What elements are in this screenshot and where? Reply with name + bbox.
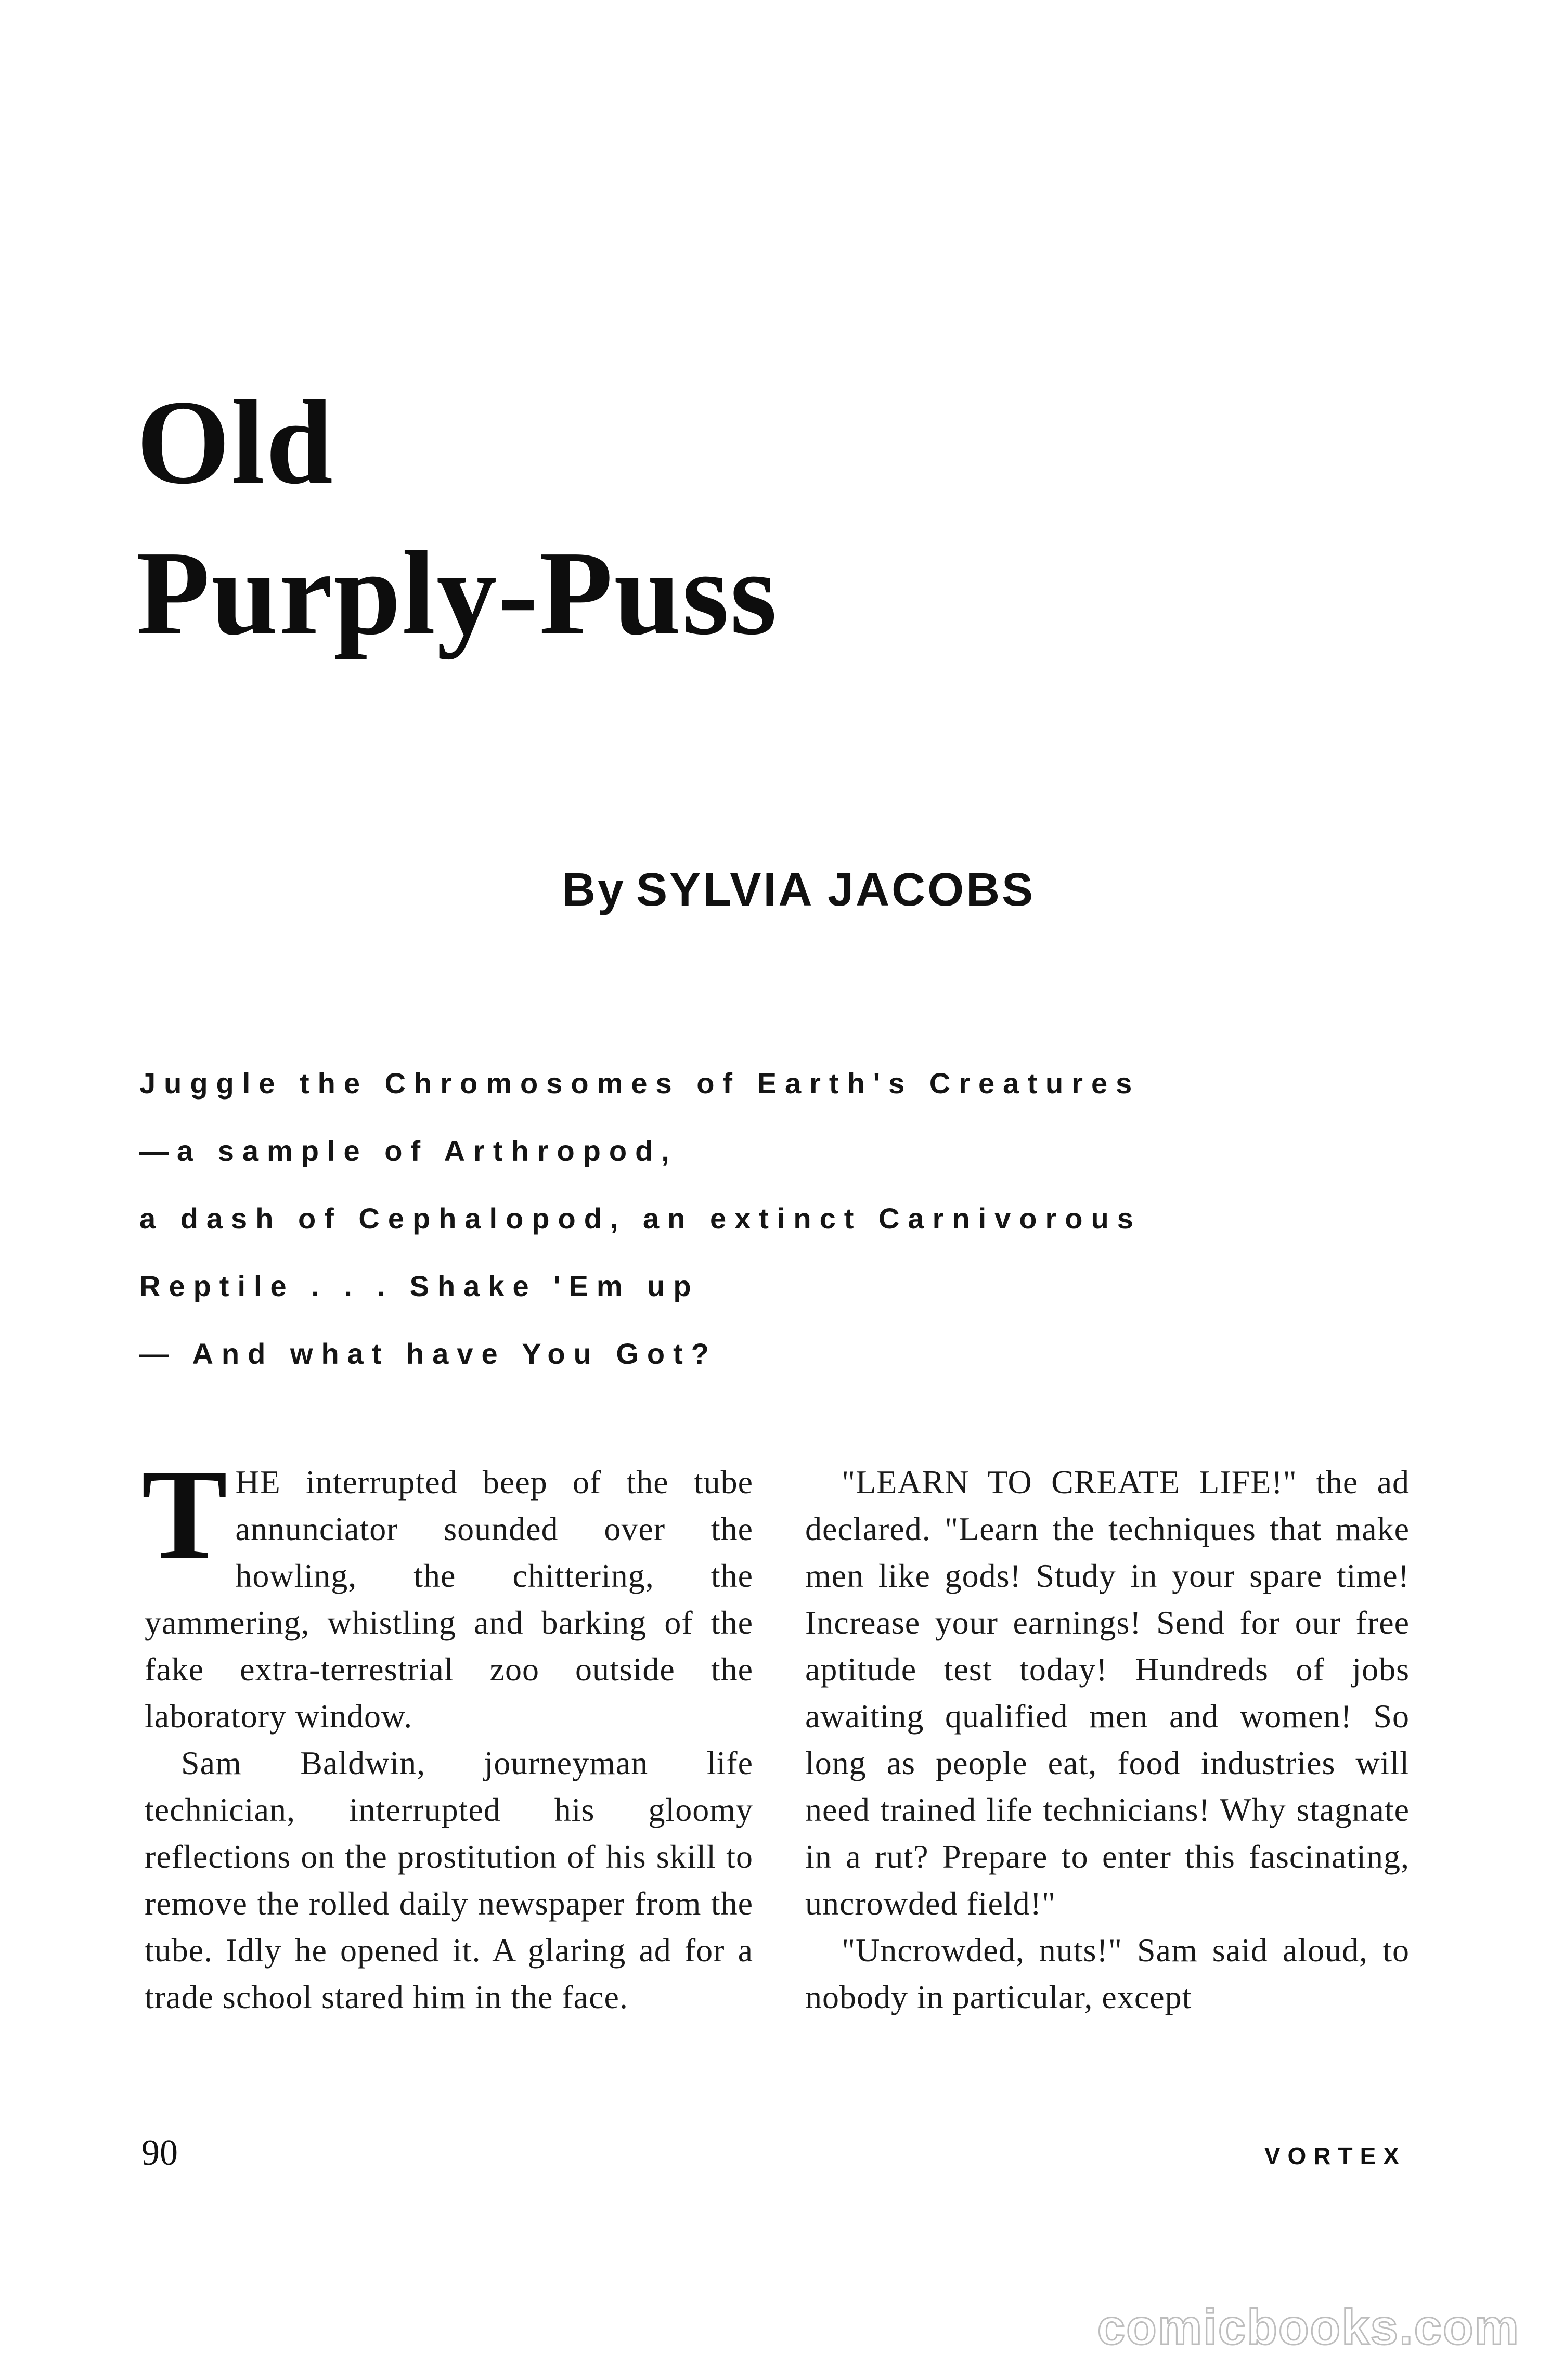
page-number: 90 — [141, 2133, 178, 2173]
story-title-line-1: Old — [136, 376, 334, 509]
body-column-left — [141, 1443, 753, 2021]
body-paragraph: "Uncrowded, nuts!" Sam said aloud, to nobody in particular, except — [805, 1932, 1410, 2015]
body-paragraph — [141, 1443, 753, 1740]
body-paragraph: "LEARN TO CREATE LIFE!" the ad declared. "Learn the techniques that make men like gods! Study in your spare time! Increase your earnings! Send for our free aptitude test today! Hundreds of jobs awaiting qualified men and women! So long as people eat, food industries will need trained life technicians! Why stagnate in a rut? Prepare to enter this fascinating, uncrowded field!" — [805, 1464, 1410, 1922]
byline-author: SYLVIA JACOBS — [636, 864, 1036, 916]
magazine-name: VORTEX — [1264, 2142, 1406, 2169]
blurb-line-4: Reptile . . . Shake 'Em up — [139, 1270, 700, 1302]
byline — [562, 863, 1035, 917]
site-watermark: comicbooks.com — [1097, 2299, 1520, 2355]
byline-prefix: By — [562, 864, 626, 916]
blurb-line-1: Juggle the Chromosomes of Earth's Creatures — [139, 1067, 1141, 1100]
story-title-line-2: Purply-Puss — [136, 526, 778, 660]
blurb-line-5: — And what have You Got? — [139, 1337, 717, 1370]
drop-cap: T — [141, 1443, 228, 1586]
blurb-line-2: —a sample of Arthropod, — [139, 1134, 678, 1167]
blurb-line-3: a dash of Cephalopod, an extinct Carnivorous — [139, 1202, 1142, 1235]
body-paragraph: Sam Baldwin, journeyman life technician, interrupted his gloomy reflections on the prostitution of his skill to remove the rolled daily newspaper from the tube. Idly he opened it. A glaring ad for a trade school stared him in the face. — [145, 1744, 753, 2015]
body-column-right — [805, 1459, 1410, 2021]
paragraph-text: HE interrupted beep of the tube annunciator sounded over the howling, the chittering, the yammering, whistling and barking of the fake extra-terrestrial zoo outside the laboratory window. — [145, 1464, 753, 1735]
